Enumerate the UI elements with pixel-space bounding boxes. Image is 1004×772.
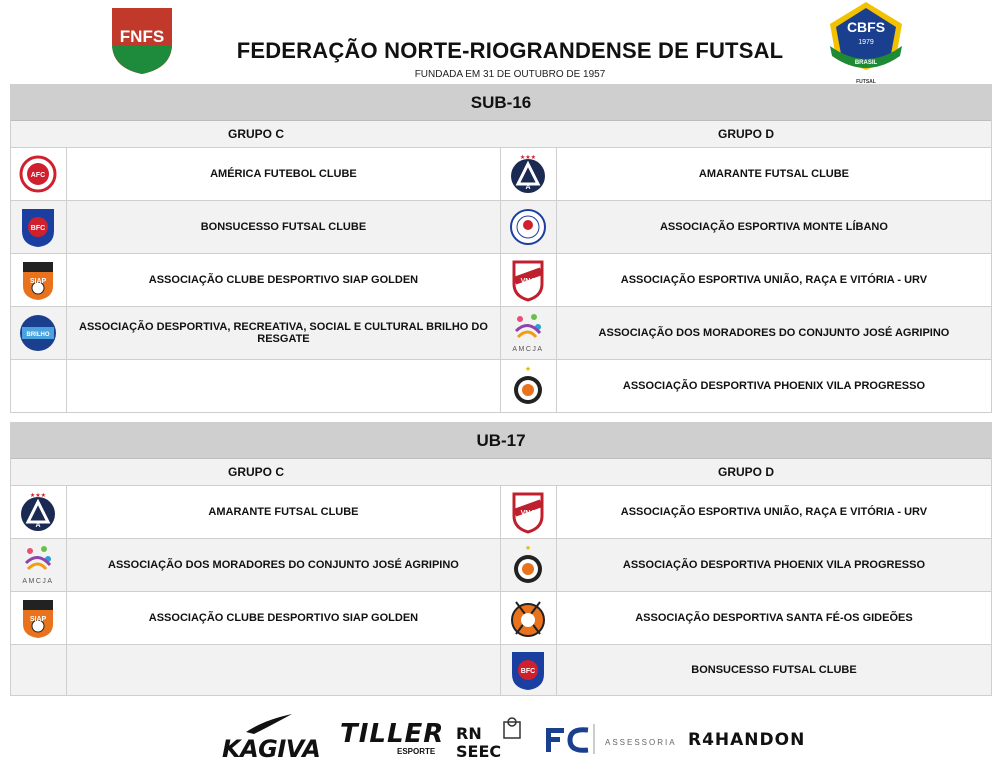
right-team-name: ASSOCIAÇÃO ESPORTIVA UNIÃO, RAÇA E VITÓRIA - URV [620, 506, 928, 518]
page-subtitle: FUNDADA EM 31 DE OUTUBRO DE 1957 [414, 69, 606, 80]
bonsucesso-crest-icon [18, 205, 58, 249]
left-logo-cell [11, 592, 67, 644]
left-logo-cell [11, 148, 67, 200]
category-heading: UB-17 [11, 423, 991, 459]
cbfs-logo-text: CBFS [846, 19, 886, 35]
seec-logo: SEEC [456, 742, 502, 761]
left-team-name: ASSOCIAÇÃO CLUBE DESPORTIVO SIAP GOLDEN [67, 254, 501, 306]
tiller-logo: TILLER [340, 719, 445, 749]
left-logo-cell [11, 360, 67, 412]
fnfs-logo [110, 6, 174, 76]
left-logo-cell [11, 486, 67, 538]
team-row [11, 307, 991, 360]
svg-text:★: ★ [525, 366, 532, 373]
group-d-heading: GRUPO D [717, 465, 774, 479]
left-logo-cell [11, 645, 67, 695]
right-logo-cell [501, 592, 557, 644]
svg-text:A: A [525, 184, 531, 191]
left-team-name: ASSOCIAÇÃO DESPORTIVA, RECREATIVA, SOCIAL E CULTURAL BRILHO DO RESGATE [67, 307, 501, 359]
svg-text:VNA: VNA [521, 278, 536, 285]
right-team-name: ASSOCIAÇÃO DESPORTIVA PHOENIX VILA PROGRESSO [622, 380, 926, 392]
team-row [11, 360, 991, 412]
group-d-heading: GRUPO D [717, 127, 774, 141]
svg-text:BFC: BFC [521, 668, 536, 675]
svg-text:AFC: AFC [31, 172, 46, 179]
right-logo-cell [501, 254, 557, 306]
phoenix-crest-icon [508, 364, 548, 408]
right-team-name: ASSOCIAÇÃO DESPORTIVA SANTA FÉ-OS GIDEÕES [635, 612, 913, 624]
left-logo-cell [11, 307, 67, 359]
right-team-name: ASSOCIAÇÃO DESPORTIVA PHOENIX VILA PROGRESSO [622, 559, 926, 571]
team-row [11, 645, 991, 695]
team-row [11, 201, 991, 254]
right-logo-cell [501, 307, 557, 359]
right-logo-cell [501, 201, 557, 253]
left-team-name [67, 360, 501, 412]
team-row [11, 486, 991, 539]
left-logo-cell [11, 254, 67, 306]
svg-text:A: A [35, 522, 41, 529]
right-team-name: AMARANTE FUTSAL CLUBE [698, 168, 850, 180]
svg-text:AMCJA: AMCJA [22, 578, 55, 585]
svg-text:BFC: BFC [31, 225, 46, 232]
cbfs-logo-caption: FUTSAL [856, 79, 876, 85]
cbfs-logo-year: 1979 [858, 39, 874, 46]
left-team-name: BONSUCESSO FUTSAL CLUBE [67, 201, 501, 253]
category-heading: SUB-16 [11, 85, 991, 121]
group-header-row [11, 121, 991, 148]
amcja-logo-icon [508, 311, 548, 355]
monte-libano-crest-icon [508, 205, 548, 249]
amarante-crest-icon [508, 152, 548, 196]
team-rows [11, 148, 991, 412]
left-logo-cell [11, 201, 67, 253]
phoenix-crest-icon [508, 543, 548, 587]
svg-text:★: ★ [525, 545, 532, 552]
svg-text:VNA: VNA [521, 510, 536, 517]
svg-text:BRILHO: BRILHO [26, 332, 50, 338]
santa-fe-crest-icon [508, 596, 548, 640]
amarante-crest-icon [18, 490, 58, 534]
amcja-logo-icon [18, 543, 58, 587]
team-row [11, 254, 991, 307]
team-row [11, 539, 991, 592]
right-team-name: ASSOCIAÇÃO ESPORTIVA UNIÃO, RAÇA E VITÓRIA - URV [620, 274, 928, 286]
ub17-table [10, 422, 992, 696]
right-logo-cell [501, 148, 557, 200]
cbfs-logo-banner: BRASIL [854, 60, 878, 66]
cbfs-logo [826, 0, 906, 86]
tiller-subtitle: ESPORTE [397, 747, 436, 756]
svg-text:★★★: ★★★ [520, 155, 537, 161]
siap-crest-icon [18, 258, 58, 302]
right-logo-cell [501, 486, 557, 538]
svg-text:AMCJA: AMCJA [512, 346, 545, 353]
urv-crest-icon [508, 490, 548, 534]
left-team-name: AMÉRICA FUTEBOL CLUBE [67, 148, 501, 200]
kagiva-swoosh-icon [244, 712, 294, 736]
assessoria-text: ASSESSORIA [605, 738, 677, 747]
left-team-name [67, 645, 501, 695]
r4hand-logo: R4HANDON [688, 730, 806, 750]
right-team-name: ASSOCIAÇÃO DOS MORADORES DO CONJUNTO JOSÉ AGRIPINO [598, 327, 950, 339]
fc-assessoria-logo [544, 722, 596, 756]
group-header-row [11, 459, 991, 486]
svg-text:★★★: ★★★ [30, 493, 47, 499]
sub16-table [10, 84, 992, 413]
group-c-heading: GRUPO C [227, 465, 284, 479]
brilho-crest-icon [18, 311, 58, 355]
bonsucesso-crest-icon [508, 648, 548, 692]
left-team-name: ASSOCIAÇÃO CLUBE DESPORTIVO SIAP GOLDEN [67, 592, 501, 644]
svg-text:SIAP: SIAP [30, 616, 47, 623]
left-logo-cell [11, 539, 67, 591]
siap-crest-icon [18, 596, 58, 640]
team-rows [11, 486, 991, 695]
team-row [11, 148, 991, 201]
left-team-name: AMARANTE FUTSAL CLUBE [67, 486, 501, 538]
right-team-name: ASSOCIAÇÃO ESPORTIVA MONTE LÍBANO [659, 221, 888, 233]
rn-logo: RN [456, 724, 482, 743]
america-crest-icon [18, 152, 58, 196]
left-team-name: ASSOCIAÇÃO DOS MORADORES DO CONJUNTO JOSÉ AGRIPINO [67, 539, 501, 591]
right-team-name: BONSUCESSO FUTSAL CLUBE [691, 664, 857, 676]
rn-seec-emblem-icon [500, 716, 524, 742]
team-row [11, 592, 991, 645]
group-c-heading: GRUPO C [227, 127, 284, 141]
right-logo-cell [501, 645, 557, 695]
urv-crest-icon [508, 258, 548, 302]
right-logo-cell [501, 539, 557, 591]
right-logo-cell [501, 360, 557, 412]
kagiva-logo: KAGIVA [222, 735, 321, 763]
fnfs-logo-text: FNFS [119, 27, 165, 46]
page-title: FEDERAÇÃO NORTE-RIOGRANDENSE DE FUTSAL [236, 38, 784, 63]
svg-text:SIAP: SIAP [30, 278, 47, 285]
